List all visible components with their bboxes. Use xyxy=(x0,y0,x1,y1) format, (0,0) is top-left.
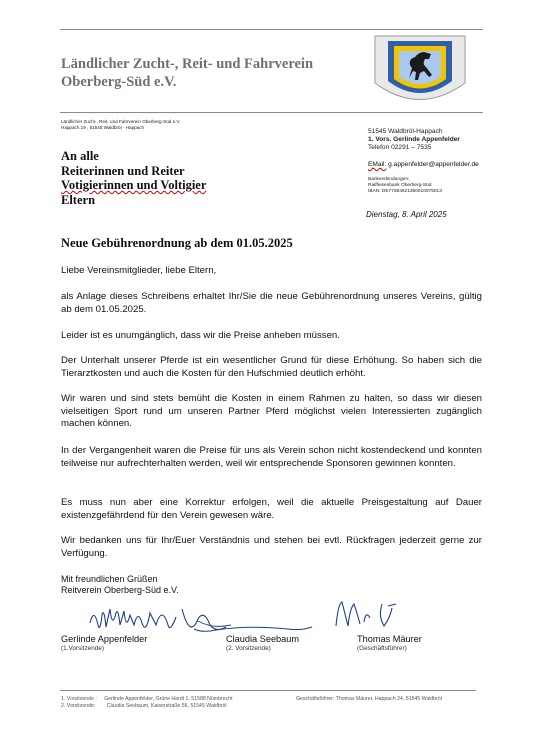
email-label: EMail: xyxy=(368,161,387,168)
signatory-name: Thomas Mäurer xyxy=(357,634,422,644)
contact-city: 51545 Waldbröl-Happach xyxy=(368,128,443,135)
bank-name: Raiffeisenbank Oberberg-Süd xyxy=(368,182,432,188)
body-paragraph: als Anlage dieses Schreibens erhaltet Ihr/Sie die neue Gebührenordnung unseres Vereins, gültig ab dem 01.05.2025. xyxy=(61,291,482,315)
header-bottom-rule xyxy=(60,112,483,113)
footer-manager: Geschäftsführer: Thomas Mäurer, Happach 24, 51545 Waldbröl xyxy=(296,696,442,702)
contact-chair: 1. Vors. Gerlinde Appenfelder xyxy=(368,136,460,143)
email-address[interactable]: g.appenfelder@appenfelder.de xyxy=(388,161,479,168)
bank-iban: IBAN: DE77384621350010075013 xyxy=(368,188,442,194)
signatory-role: (Geschäftsführer) xyxy=(357,645,407,652)
contact-email-row xyxy=(368,161,479,169)
body-paragraph: Der Unterhalt unserer Pferde ist ein wesentlicher Grund für diese Erhöhung. So haben sich die Tierarztkosten und auch die Kosten für den Hufschmied deutlich erhöht. xyxy=(61,355,482,379)
signatory-role: (2. Vorsitzende) xyxy=(226,645,271,652)
club-name xyxy=(61,55,341,91)
footer-text: Claudia Seebaum, Kaiserstraße 56, 51545 Waldbröl xyxy=(106,703,227,709)
body-paragraph: Es muss nun aber eine Korrektur erfolgen, weil die aktuelle Preisgestaltung auf Dauer existenzgefährdend für den Verein gewesen wäre. xyxy=(61,497,482,521)
closing-line1: Mit freundlichen Grüßen xyxy=(61,574,158,584)
horse-crest-logo xyxy=(374,35,466,107)
signature-seebaum xyxy=(188,603,318,637)
club-name-line1: Ländlicher Zucht-, Reit- und Fahrverein xyxy=(61,56,314,72)
recipient-line: Eltern xyxy=(61,192,96,207)
sender-line1: Ländlicher Zucht-, Reit- und Fahrverein Oberberg-Süd e.V. xyxy=(61,119,181,124)
bank-title: Bankverbindungen: xyxy=(368,177,410,182)
recipient-block xyxy=(61,149,206,207)
closing-line2: Reitverein Oberberg-Süd e.V. xyxy=(61,585,179,596)
recipient-line: Votigierinnen und Voltigier xyxy=(61,178,207,193)
contact-phone: Telefon 02291 – 7535 xyxy=(368,144,432,151)
footer-line2 xyxy=(61,703,227,710)
recipient-line: An alle xyxy=(61,149,99,163)
body-paragraph: In der Vergangenheit waren die Preise für uns als Verein schon nicht kostendeckend und konnten teilweise nur aufrechterhalten werden, weil wir entsprechende Sponsoren gewinnen konnten. xyxy=(61,445,482,469)
contact-block xyxy=(368,128,460,152)
footer-label: 2. Vorsitzende: xyxy=(61,703,96,709)
header-top-rule xyxy=(60,29,483,30)
recipient-line: Reiterinnen und Reiter xyxy=(61,163,185,178)
signature-maeurer xyxy=(330,598,410,630)
sender-address-line xyxy=(61,119,180,131)
letter-date: Dienstag, 8. April 2025 xyxy=(366,210,447,219)
bank-block xyxy=(368,177,442,194)
signatory-name: Claudia Seebaum xyxy=(226,634,300,644)
footer-line1 xyxy=(61,696,233,703)
body-paragraph: Wir waren und sind stets bemüht die Kosten in einem Rahmen zu halten, so dass wir diesen vielseitigen Sport rund um unseren Partner Pferd möglichst vielen Interessierten zugänglich machen können. xyxy=(61,393,482,430)
footer-rule xyxy=(60,690,476,691)
body-paragraph: Wir bedanken uns für Ihr/Euer Verständnis und stehen bei evtl. Rückfragen jederzeit gerne zur Verfügung. xyxy=(61,535,482,559)
closing xyxy=(61,574,179,597)
footer-text: Gerlinde Appenfelder, Grüne Hardt 1, 51588 Nümbrecht xyxy=(104,696,233,702)
signatory-name: Gerlinde Appenfelder xyxy=(61,634,148,644)
letter-subject: Neue Gebührenordnung ab dem 01.05.2025 xyxy=(61,236,293,250)
signatory-role: (1.Vorsitzende) xyxy=(61,645,104,652)
sender-line2: Happach 19 , 51545 Waldbröl - Happach xyxy=(61,125,145,130)
club-name-line2: Oberberg-Süd e.V. xyxy=(61,74,177,90)
body-paragraph: Leider ist es unumgänglich, dass wir die Preise anheben müssen. xyxy=(61,330,340,341)
greeting: Liebe Vereinsmitglieder, liebe Eltern, xyxy=(61,265,217,276)
footer-label: 1. Vorsitzende : xyxy=(61,696,97,702)
